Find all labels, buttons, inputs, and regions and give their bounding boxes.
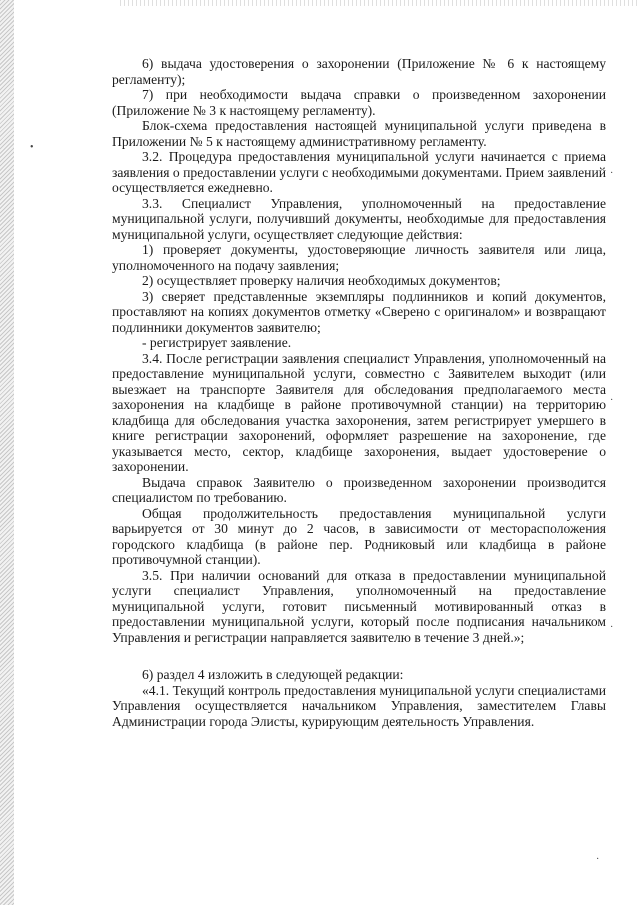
paragraph-3-5: 3.5. При наличии оснований для отказа в предоставлении муниципальной услуги специалист Управления, уполномоченный на предоставление муниципальной услуги, готовит письменный мотивированный отказ в предоставлении муниципальной услуги, который после подписания начальником Управления и регистрации направляется заявителю в течение 3 дней.»; — [112, 567, 606, 645]
scan-speck: · — [610, 622, 614, 633]
paragraph-section-4-intro: 6) раздел 4 изложить в следующей редакции: — [142, 667, 404, 682]
paragraph-3-4: 3.4. После регистрации заявления специалист Управления, уполномоченный на предоставление муниципальной услуги, совместно с Заявителем выходит (или выезжает на транспорте Заявителя для обследования предполагаемого места захоронения на кладбище в районе противочумной станции) на территорию кладбища для обследования участка захоронения, затем регистрирует умершего в книге регистрации захоронений, оформляет разрешение на захоронение, где указывается место, сектор, кладбище захоронения, выдает удостоверение о захоронении. — [112, 350, 606, 474]
paragraph-4-1: «4.1. Текущий контроль предоставления муниципальной услуги специалистами Управления осуществляется начальником Управления, заместителем Главы Администрации города Элисты, курирующим деятельность Управления. — [112, 682, 606, 729]
paragraph-block-scheme: Блок-схема предоставления настоящей муниципальной услуги приведена в Приложении № 5 к настоящему административному регламенту. — [112, 118, 606, 149]
scan-speck: · — [610, 168, 614, 179]
paragraph-3-2: 3.2. Процедура предоставления муниципальной услуги начинается с приема заявления о предоставлении услуги с необходимыми документами. Прием заявлений осуществляется ежедневно. — [112, 149, 606, 195]
scan-shadow-left — [0, 0, 14, 905]
paragraph-item-6: 6) выдача удостоверения о захоронении (Приложение № 6 к настоящему регламенту); — [112, 56, 606, 87]
scan-speck: · — [610, 395, 614, 406]
paragraph-action-3: 3) сверяет представленные экземпляры подлинников и копий документов, проставляют на копиях документов отметку «Сверено с оригиналом» и возвращают подлинники документов заявителю; — [112, 288, 606, 335]
document-page — [112, 56, 606, 729]
paragraph-certificates: Выдача справок Заявителю о произведенном захоронении производится специалистом по требованию. — [112, 474, 606, 505]
scan-speck: • — [30, 142, 34, 153]
paragraph-action-2: 2) осуществляет проверку наличия необходимых документов; — [142, 273, 501, 288]
paragraph-duration: Общая продолжительность предоставления муниципальной услуги варьируется от 30 минут до 2 часов, в зависимости от месторасположения городского кладбища (в районе пер. Родниковый или кладбища в районе противочумной станции). — [112, 505, 606, 567]
scan-speck: · — [596, 854, 600, 865]
paragraph-action-1: 1) проверяет документы, удостоверяющие личность заявителя или лица, уполномоченного на подачу заявления; — [112, 242, 606, 273]
paragraph-action-register: - регистрирует заявление. — [142, 335, 292, 350]
paragraph-3-3: 3.3. Специалист Управления, уполномоченный на предоставление муниципальной услуги, получивший документы, необходимые для предоставления муниципальной услуги, осуществляет следующие действия: — [112, 195, 606, 242]
paragraph-item-7: 7) при необходимости выдача справки о произведенном захоронении (Приложение № 3 к настоящему регламенту). — [112, 87, 606, 118]
paragraph-spacer — [112, 645, 606, 667]
scan-shadow-top — [120, 0, 640, 6]
